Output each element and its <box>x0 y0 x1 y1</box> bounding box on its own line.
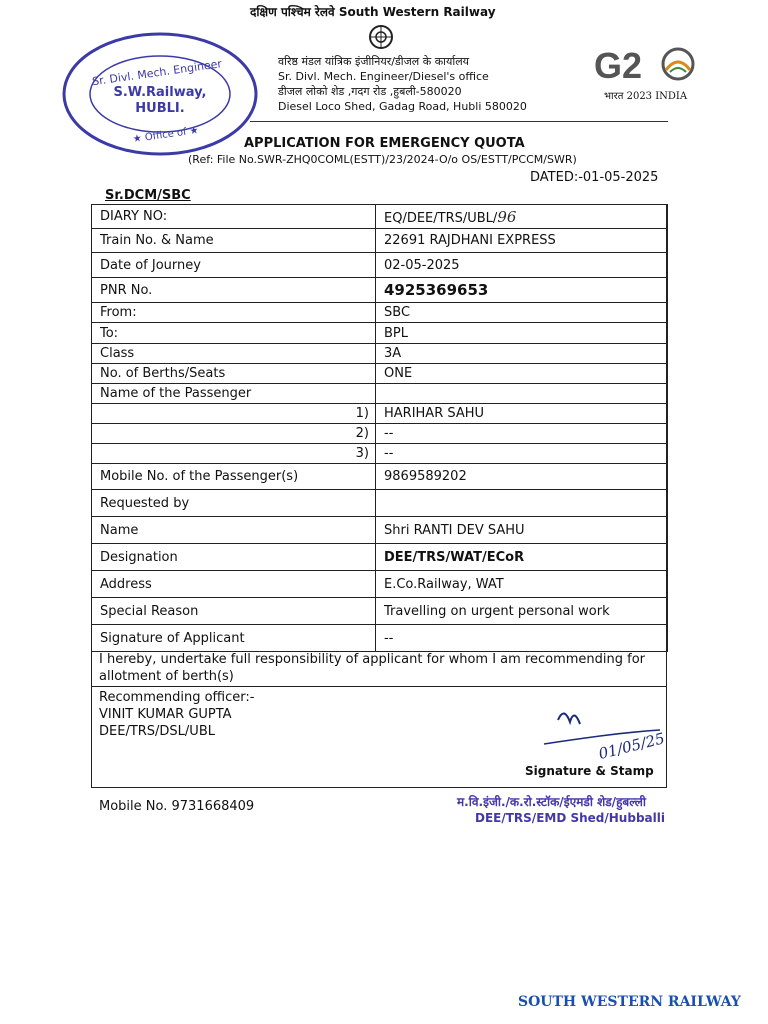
table-row <box>92 490 668 517</box>
table-row <box>92 544 668 571</box>
railway-title: दक्षिण पश्चिम रेलवे South Western Railway <box>250 5 496 19</box>
g20-logo <box>592 44 702 90</box>
table-row <box>92 444 668 464</box>
passenger-name: -- <box>376 444 668 464</box>
table-row <box>92 364 668 384</box>
signature-date: 01/05/25 <box>596 729 667 764</box>
office-line-hindi-2: डीजल लोको शेड ,गदग रोड ,हुबली-580020 <box>278 85 462 98</box>
field-value: E.Co.Railway, WAT <box>376 571 668 598</box>
stamp-line-hindi: म.वि.इंजी./क.रो.स्टॉक/ईएमडी शेड/हुबल्ली <box>457 795 646 809</box>
table-row <box>92 625 668 652</box>
svg-text:Sr. Divl. Mech. Engineer: Sr. Divl. Mech. Engineer <box>91 57 223 89</box>
field-value: Shri RANTI DEV SAHU <box>376 517 668 544</box>
office-line-hindi-1: वरिष्ठ मंडल यांत्रिक इंजीनियर/डीजल के कार्यालय <box>278 55 470 68</box>
table-row <box>92 424 668 444</box>
field-value: BPL <box>376 323 668 344</box>
field-value: ONE <box>376 364 668 384</box>
g20-tagline: भारत 2023 INDIA <box>604 91 688 102</box>
office-line-english-2: Diesel Loco Shed, Gadag Road, Hubli 580020 <box>278 100 527 113</box>
table-row <box>92 464 668 490</box>
field-value <box>376 490 668 517</box>
railway-emblem-icon <box>368 24 394 54</box>
office-seal-stamp <box>60 30 260 162</box>
field-label: Class <box>92 344 376 364</box>
table-row <box>92 323 668 344</box>
application-title: APPLICATION FOR EMERGENCY QUOTA <box>244 136 525 151</box>
table-row <box>92 303 668 323</box>
application-form-table <box>91 204 668 652</box>
table-row <box>92 229 668 253</box>
field-label: Name <box>92 517 376 544</box>
field-label: Date of Journey <box>92 253 376 278</box>
reference-line: (Ref: File No.SWR-ZHQ0COML(ESTT)/23/2024-O/o OS/ESTT/PCCM/SWR) <box>188 153 577 166</box>
diary-handwritten: 96 <box>497 207 517 226</box>
recommending-heading: Recommending officer:- <box>99 690 255 705</box>
field-label: Special Reason <box>92 598 376 625</box>
passenger-name: HARIHAR SAHU <box>376 404 668 424</box>
footer-railway-name: SOUTH WESTERN RAILWAY <box>518 994 741 1010</box>
field-label: Train No. & Name <box>92 229 376 253</box>
field-label: Address <box>92 571 376 598</box>
field-value: -- <box>376 625 668 652</box>
table-row <box>92 278 668 303</box>
officer-stamp <box>457 794 665 826</box>
recommending-officer-block <box>99 689 254 740</box>
pnr-value: 4925369653 <box>376 278 668 303</box>
svg-text:G2: G2 <box>594 45 643 86</box>
diary-number: EQ/DEE/TRS/UBL/ <box>384 210 498 226</box>
stamp-line-english: DEE/TRS/EMD Shed/Hubballi <box>475 811 665 825</box>
office-address <box>278 54 527 114</box>
field-label: No. of Berths/Seats <box>92 364 376 384</box>
field-value <box>376 205 668 229</box>
table-row <box>92 253 668 278</box>
passenger-name: -- <box>376 424 668 444</box>
undertaking-text: I hereby, undertake full responsibility of applicant for whom I am recommending for allotment of berth(s) <box>91 650 667 687</box>
svg-text:HUBLI.: HUBLI. <box>135 101 185 116</box>
passenger-number: 3) <box>92 444 376 464</box>
field-label: Designation <box>92 544 376 571</box>
field-value <box>376 384 668 404</box>
field-label: To: <box>92 323 376 344</box>
signature-stamp-label: Signature & Stamp <box>525 764 654 778</box>
field-value: 9869589202 <box>376 464 668 490</box>
field-value: Travelling on urgent personal work <box>376 598 668 625</box>
dated-line: DATED:-01-05-2025 <box>530 170 659 185</box>
svg-text:★ Office of ★: ★ Office of ★ <box>132 125 200 146</box>
field-label: PNR No. <box>92 278 376 303</box>
field-label: From: <box>92 303 376 323</box>
passenger-number: 1) <box>92 404 376 424</box>
table-row <box>92 344 668 364</box>
field-label: Mobile No. of the Passenger(s) <box>92 464 376 490</box>
field-value: SBC <box>376 303 668 323</box>
office-line-english-1: Sr. Divl. Mech. Engineer/Diesel's office <box>278 70 489 83</box>
officer-mobile: Mobile No. 9731668409 <box>99 799 255 814</box>
officer-designation: DEE/TRS/DSL/UBL <box>99 724 215 739</box>
field-label: DIARY NO: <box>92 205 376 229</box>
table-row <box>92 598 668 625</box>
field-value: DEE/TRS/WAT/ECoR <box>376 544 668 571</box>
field-label: Requested by <box>92 490 376 517</box>
recipient: Sr.DCM/SBC <box>105 188 191 203</box>
handwritten-signature <box>540 700 670 768</box>
officer-name: VINIT KUMAR GUPTA <box>99 707 232 722</box>
header-divider <box>250 121 668 122</box>
svg-text:S.W.Railway,: S.W.Railway, <box>113 85 207 100</box>
field-value: 02-05-2025 <box>376 253 668 278</box>
table-row <box>92 571 668 598</box>
field-value: 22691 RAJDHANI EXPRESS <box>376 229 668 253</box>
passenger-number: 2) <box>92 424 376 444</box>
field-label: Signature of Applicant <box>92 625 376 652</box>
table-row <box>92 517 668 544</box>
field-label: Name of the Passenger <box>92 384 376 404</box>
table-row <box>92 384 668 404</box>
field-value: 3A <box>376 344 668 364</box>
table-row <box>92 205 668 229</box>
table-row <box>92 404 668 424</box>
